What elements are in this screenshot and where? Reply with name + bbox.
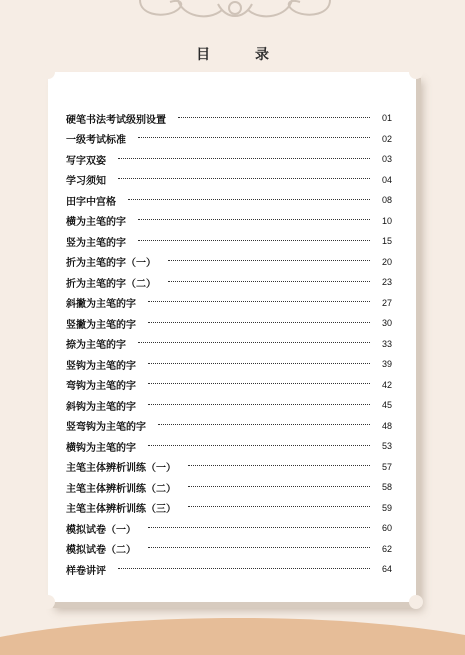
dotted-leader <box>188 465 370 466</box>
toc-entry-page: 45 <box>381 400 392 411</box>
card-corner-notch <box>41 65 55 79</box>
toc-entry-page: 57 <box>381 461 392 472</box>
toc-entry-title: 捺为主笔的字 <box>66 340 126 352</box>
toc-entry[interactable] <box>66 416 392 437</box>
toc-entry-title: 主笔主体辨析训练（二） <box>66 483 176 495</box>
toc-entry-title: 折为主笔的字（二） <box>66 278 156 290</box>
toc-entry-title: 横为主笔的字 <box>66 217 126 229</box>
toc-entry[interactable] <box>66 231 392 252</box>
dotted-leader <box>148 322 370 323</box>
toc-entry[interactable] <box>66 170 392 191</box>
toc-entry[interactable] <box>66 334 392 355</box>
toc-entry[interactable] <box>66 436 392 457</box>
toc-entry[interactable] <box>66 539 392 560</box>
toc-entry-page: 10 <box>381 215 392 226</box>
toc-entry-page: 48 <box>381 420 392 431</box>
dotted-leader <box>178 117 370 118</box>
title-char-1: 目 <box>196 47 211 63</box>
dotted-leader <box>138 240 370 241</box>
toc-entry-page: 04 <box>381 174 392 185</box>
page-title <box>0 44 465 64</box>
toc-entry[interactable] <box>66 498 392 519</box>
toc-entry-title: 竖撇为主笔的字 <box>66 319 136 331</box>
dotted-leader <box>148 404 370 405</box>
toc-entry-page: 02 <box>381 133 392 144</box>
toc-entry-title: 弯钩为主笔的字 <box>66 381 136 393</box>
dotted-leader <box>188 486 370 487</box>
toc-entry[interactable] <box>66 559 392 580</box>
toc-entry-page: 27 <box>381 297 392 308</box>
toc-entry-title: 硬笔书法考试级别设置 <box>66 114 166 126</box>
dotted-leader <box>138 219 370 220</box>
dotted-leader <box>148 383 370 384</box>
toc-entry[interactable] <box>66 293 392 314</box>
dotted-leader <box>148 301 370 302</box>
dotted-leader <box>138 342 370 343</box>
toc-entry[interactable] <box>66 457 392 478</box>
toc-card <box>48 72 416 602</box>
dotted-leader <box>148 363 370 364</box>
toc-entry-page: 64 <box>381 564 392 575</box>
toc-entry-page: 03 <box>381 154 392 165</box>
dotted-leader <box>118 568 370 569</box>
toc-list <box>66 108 392 580</box>
bottom-wave <box>0 605 465 655</box>
dotted-leader <box>188 506 370 507</box>
toc-entry-title: 竖为主笔的字 <box>66 237 126 249</box>
title-char-2: 录 <box>254 47 269 63</box>
toc-entry-page: 53 <box>381 441 392 452</box>
card-corner-notch <box>409 65 423 79</box>
dotted-leader <box>138 137 370 138</box>
toc-entry-title: 模拟试卷（一） <box>66 524 136 536</box>
toc-entry-title: 横钩为主笔的字 <box>66 442 136 454</box>
toc-entry-page: 42 <box>381 379 392 390</box>
toc-entry-title: 竖弯钩为主笔的字 <box>66 422 146 434</box>
dotted-leader <box>168 260 370 261</box>
toc-entry[interactable] <box>66 313 392 334</box>
dotted-leader <box>158 424 370 425</box>
toc-entry[interactable] <box>66 211 392 232</box>
dotted-leader <box>148 445 370 446</box>
toc-entry[interactable] <box>66 354 392 375</box>
toc-entry-title: 斜钩为主笔的字 <box>66 401 136 413</box>
toc-entry[interactable] <box>66 272 392 293</box>
toc-entry[interactable] <box>66 518 392 539</box>
toc-entry[interactable] <box>66 375 392 396</box>
toc-entry-page: 58 <box>381 482 392 493</box>
toc-entry[interactable] <box>66 190 392 211</box>
dotted-leader <box>128 199 370 200</box>
toc-entry-page: 01 <box>381 113 392 124</box>
toc-entry-title: 样卷讲评 <box>66 565 106 577</box>
toc-entry[interactable] <box>66 129 392 150</box>
toc-entry-title: 模拟试卷（二） <box>66 545 136 557</box>
toc-entry-title: 主笔主体辨析训练（三） <box>66 504 176 516</box>
toc-entry-title: 斜撇为主笔的字 <box>66 299 136 311</box>
toc-entry[interactable] <box>66 149 392 170</box>
toc-entry-page: 59 <box>381 502 392 513</box>
toc-entry-title: 学习须知 <box>66 176 106 188</box>
toc-entry-title: 主笔主体辨析训练（一） <box>66 463 176 475</box>
dotted-leader <box>118 178 370 179</box>
toc-entry[interactable] <box>66 252 392 273</box>
dotted-leader <box>148 547 370 548</box>
dotted-leader <box>148 527 370 528</box>
dotted-leader <box>118 158 370 159</box>
toc-entry-page: 08 <box>381 195 392 206</box>
toc-entry[interactable] <box>66 108 392 129</box>
cloud-ornament <box>130 0 340 24</box>
toc-entry-title: 写字双姿 <box>66 155 106 167</box>
toc-entry-page: 33 <box>381 338 392 349</box>
dotted-leader <box>168 281 370 282</box>
toc-entry-page: 20 <box>381 256 392 267</box>
toc-entry-title: 折为主笔的字（一） <box>66 258 156 270</box>
toc-entry-page: 62 <box>381 543 392 554</box>
toc-entry-page: 15 <box>381 236 392 247</box>
toc-entry-page: 30 <box>381 318 392 329</box>
toc-entry-page: 60 <box>381 523 392 534</box>
toc-entry-page: 23 <box>381 277 392 288</box>
toc-entry-title: 田字中宫格 <box>66 196 116 208</box>
toc-entry-title: 一级考试标准 <box>66 135 126 147</box>
toc-entry-page: 39 <box>381 359 392 370</box>
toc-entry-title: 竖钩为主笔的字 <box>66 360 136 372</box>
toc-entry[interactable] <box>66 395 392 416</box>
toc-entry[interactable] <box>66 477 392 498</box>
